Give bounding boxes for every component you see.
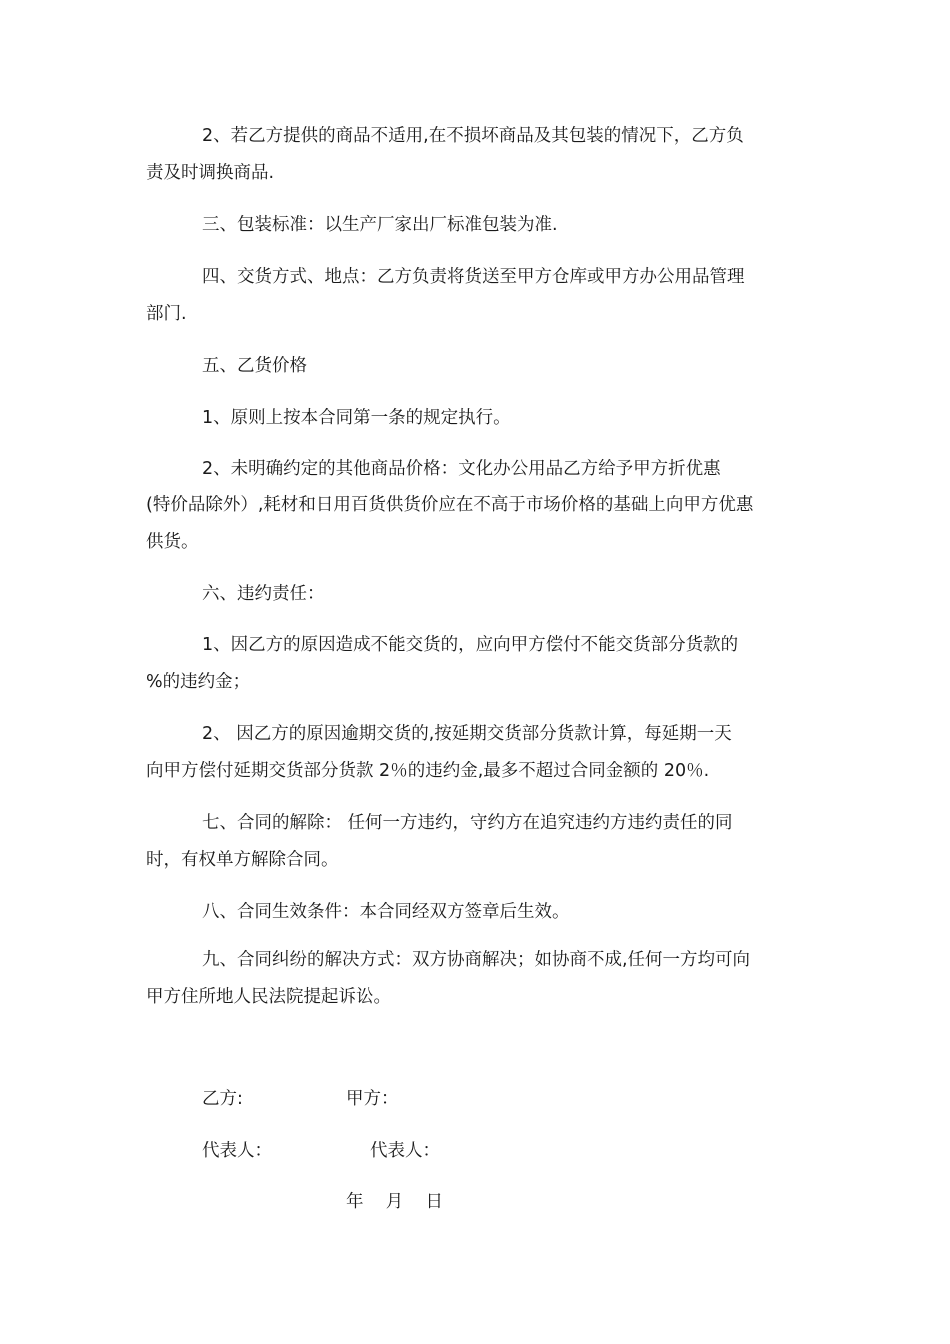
clause-5-item-2-line-1: 2、未明确约定的其他商品价格：文化办公用品乙方给予甲方折优惠 bbox=[202, 459, 721, 479]
clause-5-heading: 五、乙货价格 bbox=[202, 356, 307, 376]
clause-8-effectiveness: 八、合同生效条件：本合同经双方签章后生效。 bbox=[202, 902, 570, 922]
clause-6-item-1-line-1: 1、因乙方的原因造成不能交货的，应向甲方偿付不能交货部分货款的 bbox=[202, 635, 739, 655]
clause-7-termination-line-1: 七、合同的解除： 任何一方违约，守约方在追究违约方违约责任的同 bbox=[202, 813, 733, 833]
signature-rep-b-label: 代表人： bbox=[202, 1141, 272, 1161]
signature-rep-a-label: 代表人： bbox=[370, 1141, 440, 1161]
signature-party-a-label: 甲方： bbox=[346, 1089, 399, 1109]
clause-3-packaging: 三、包装标准：以生产厂家出厂标准包装为准. bbox=[202, 215, 558, 235]
clause-4-delivery-line-2: 部门. bbox=[146, 304, 187, 324]
clause-5-item-1: 1、原则上按本合同第一条的规定执行。 bbox=[202, 408, 511, 428]
signature-party-b-label: 乙方: bbox=[202, 1089, 243, 1109]
clause-9-dispute-line-1: 九、合同纠纷的解决方式：双方协商解决；如协商不成,任何一方均可向 bbox=[202, 950, 751, 970]
clause-9-dispute-line-2: 甲方住所地人民法院提起诉讼。 bbox=[146, 987, 391, 1007]
clause-5-item-2-line-2: (特价品除外）,耗材和日用百货供货价应在不高于市场价格的基础上向甲方优惠 bbox=[146, 495, 754, 515]
clause-7-termination-line-2: 时，有权单方解除合同。 bbox=[146, 850, 339, 870]
clause-6-item-1-line-2: %的违约金； bbox=[146, 672, 251, 692]
clause-6-item-2-line-2: 向甲方偿付延期交货部分货款 2％的违约金,最多不超过合同金额的 20％. bbox=[146, 761, 710, 781]
clause-6-item-2-line-1: 2、 因乙方的原因逾期交货的,按延期交货部分货款计算，每延期一天 bbox=[202, 724, 732, 744]
clause-2-replacement-line-1: 2、若乙方提供的商品不适用,在不损坏商品及其包装的情况下，乙方负 bbox=[202, 126, 744, 146]
signature-date: 年 月 日 bbox=[346, 1192, 444, 1212]
clause-2-replacement-line-2: 责及时调换商品. bbox=[146, 163, 275, 183]
clause-5-item-2-line-3: 供货。 bbox=[146, 532, 199, 552]
clause-6-heading: 六、违约责任： bbox=[202, 584, 325, 604]
clause-4-delivery-line-1: 四、交货方式、地点：乙方负责将货送至甲方仓库或甲方办公用品管理 bbox=[202, 267, 745, 287]
